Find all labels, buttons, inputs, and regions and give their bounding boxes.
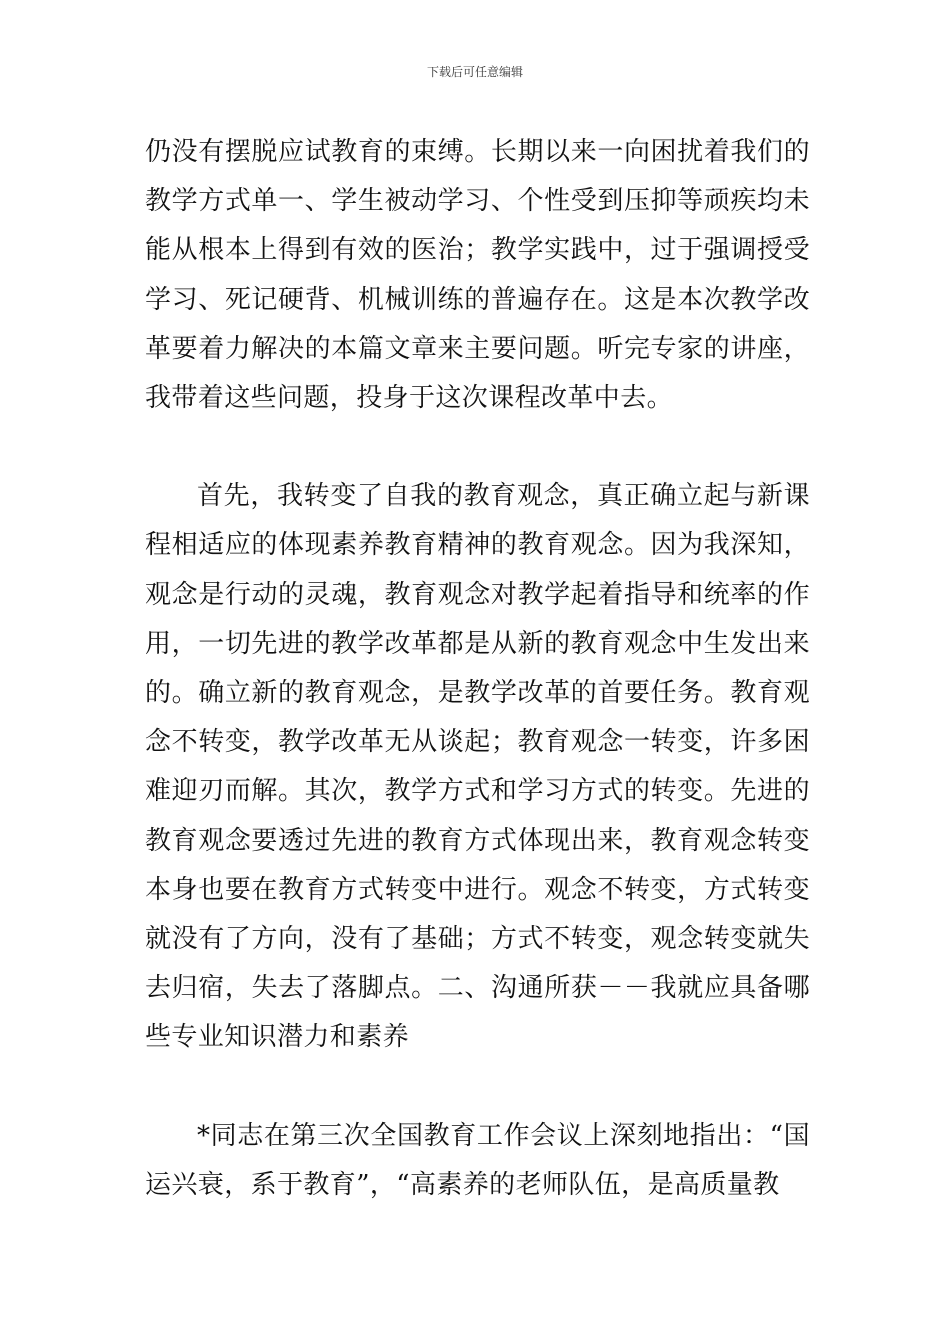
paragraph-2: 首先，我转变了自我的教育观念，真正确立起与新课程相适应的体现素养教育精神的教育观念。因为我深知，观念是行动的灵魂，教育观念对教学起着指导和统率的作用，一切先进的教学改革都是从新的教育观念中生发出来的。确立新的教育观念，是教学改革的首要任务。教育观念不转变，教学改革无从谈起；教育观念一转变，许多困难迎刃而解。其次，教学方式和学习方式的转变。先进的教育观念要透过先进的教育方式体现出来，教育观念转变本身也要在教育方式转变中进行。观念不转变，方式转变就没有了方向，没有了基础；方式不转变，观念转变就失去归宿，失去了落脚点。二、沟通所获－－我就应具备哪些专业知识潜力和素养: [145, 481, 810, 1053]
paragraph-3: *同志在第三次全国教育工作会议上深刻地指出：“国运兴衰，系于教育”，“高素养的老师队伍，是高质量教: [145, 1120, 810, 1200]
paragraph-spacer: [145, 423, 810, 472]
paragraph-1: 仍没有摆脱应试教育的束缚。长期以来一向困扰着我们的教学方式单一、学生被动学习、个性受到压抑等顽疾均未能从根本上得到有效的医治；教学实践中，过于强调授受学习、死记硬背、机械训练的普遍存在。这是本次教学改革要着力解决的本篇文章来主要问题。听完专家的讲座，我带着这些问题，投身于这次课程改革中去。: [145, 137, 810, 414]
page-header: 下载后可任意编辑: [426, 65, 523, 79]
document-body: [145, 128, 810, 1210]
paragraph-spacer: [145, 1063, 810, 1112]
